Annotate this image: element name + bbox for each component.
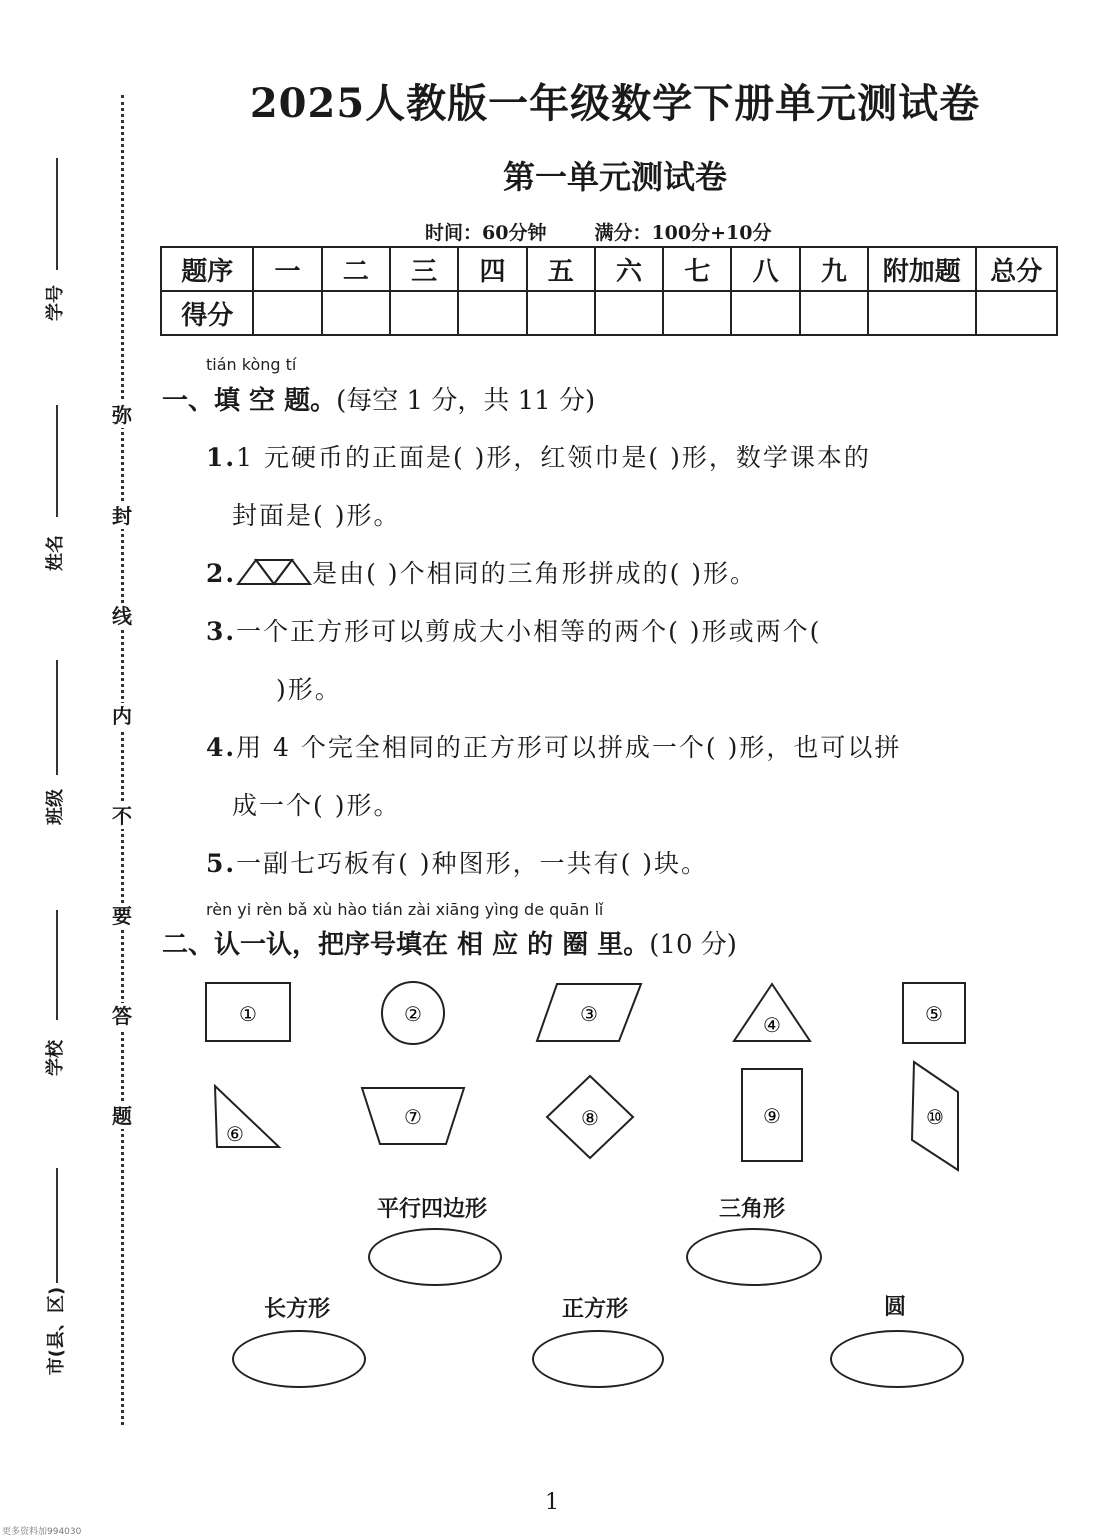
question-2 [206, 554, 757, 590]
section2-pinyin: rèn yi rèn bǎ xù hào tián zài xiāng yìng de quān lǐ [206, 900, 604, 919]
score-header-cell: 总分 [976, 247, 1057, 291]
shape-trapezoid-7 [360, 1086, 466, 1146]
question-3 [206, 612, 821, 648]
name-label: 姓名 [45, 535, 66, 571]
category-label-parallelogram: 平行四边形 [376, 1196, 487, 1222]
shape-triangle-6 [213, 1084, 283, 1150]
score-cell[interactable] [527, 291, 595, 335]
full-score: 满分：100分+10分 [594, 222, 772, 244]
shape-triangle-4 [732, 982, 812, 1044]
section2-heading [162, 924, 737, 961]
answer-oval-circle[interactable] [830, 1330, 964, 1388]
class-label: 班级 [45, 789, 66, 825]
score-table [160, 246, 1058, 336]
triangles-figure-icon [236, 557, 312, 587]
category-label-triangle: 三角形 [718, 1196, 785, 1222]
shape-parallelogram-10 [908, 1060, 962, 1172]
district-label: 市(县、区) [46, 1286, 67, 1376]
shape-rectangle-1 [205, 982, 293, 1044]
category-label-circle: 圆 [883, 1294, 906, 1320]
score-cell[interactable] [731, 291, 799, 335]
school-line[interactable] [56, 910, 62, 1020]
exam-info [425, 218, 819, 245]
shape-circle-2 [380, 980, 446, 1046]
score-header-cell: 一 [253, 247, 321, 291]
question-number: 2. [206, 559, 237, 588]
question-text: 1 元硬币的正面是( )形，红领巾是( )形，数学课本的 [236, 443, 871, 472]
seal-char: 线 [109, 603, 135, 629]
shape-label: ④ [763, 1013, 781, 1037]
shape-label: ⑦ [404, 1105, 422, 1129]
shape-label: ① [239, 1002, 257, 1026]
question-text: 一副七巧板有( )种图形，一共有( )块。 [236, 849, 709, 878]
question-number: 1. [206, 443, 237, 472]
question-text: 用 4 个完全相同的正方形可以拼成一个( )形，也可以拼 [236, 733, 902, 762]
school-label: 学校 [45, 1040, 66, 1076]
question-3-cont: )形。 [276, 675, 342, 704]
seal-char: 题 [109, 1103, 135, 1129]
question-number: 4. [206, 733, 237, 762]
score-cell[interactable] [800, 291, 868, 335]
answer-oval-rectangle[interactable] [232, 1330, 366, 1388]
student-id-label: 学号 [45, 285, 66, 321]
district-line[interactable] [56, 1168, 62, 1283]
seal-dotted-line [121, 95, 124, 1425]
score-header-cell: 附加题 [868, 247, 975, 291]
seal-char: 弥 [109, 402, 135, 428]
answer-oval-triangle[interactable] [686, 1228, 822, 1286]
score-header-cell: 七 [663, 247, 731, 291]
score-header-cell: 九 [800, 247, 868, 291]
question-number: 3. [206, 617, 237, 646]
shape-label: ⑧ [581, 1106, 599, 1130]
section1-title: 一、填 空 题。 [162, 386, 337, 416]
score-header-cell: 四 [458, 247, 526, 291]
score-row-label: 得分 [161, 291, 253, 335]
shape-label: ② [404, 1002, 422, 1026]
answer-oval-parallelogram[interactable] [368, 1228, 502, 1286]
shape-label: ⑨ [763, 1104, 781, 1128]
score-cell[interactable] [458, 291, 526, 335]
score-cell[interactable] [663, 291, 731, 335]
category-label-square: 正方形 [561, 1296, 628, 1322]
seal-char: 内 [109, 703, 135, 729]
score-header-cell: 题序 [161, 247, 253, 291]
question-4-cont: 成一个( )形。 [232, 791, 401, 820]
answer-oval-square[interactable] [532, 1330, 664, 1388]
score-header-cell: 六 [595, 247, 663, 291]
footer-note: 更多资料加994030 [2, 1527, 82, 1537]
score-header-cell: 三 [390, 247, 458, 291]
class-line[interactable] [56, 660, 62, 775]
shape-label: ⑤ [925, 1002, 943, 1026]
score-table-row [161, 291, 1057, 335]
shape-square-5 [902, 982, 968, 1046]
score-cell[interactable] [976, 291, 1057, 335]
category-label-rectangle: 长方形 [263, 1296, 330, 1322]
score-cell[interactable] [868, 291, 975, 335]
shape-label: ③ [580, 1002, 598, 1026]
score-cell[interactable] [322, 291, 390, 335]
section1-note: (每空 1 分，共 11 分) [336, 386, 596, 416]
shape-rectangle-9 [741, 1068, 805, 1164]
page-title: 2025人教版一年级数学下册单元测试卷 [249, 80, 981, 127]
score-header-cell: 五 [527, 247, 595, 291]
page-number: 1 [545, 1490, 559, 1515]
shape-label: ⑩ [926, 1105, 944, 1129]
score-header-cell: 二 [322, 247, 390, 291]
score-header-cell: 八 [731, 247, 799, 291]
section2-note: (10 分) [649, 930, 737, 960]
seal-char: 封 [109, 503, 135, 529]
section1-pinyin: tián kòng tí [206, 355, 297, 374]
question-4 [206, 728, 901, 764]
shape-label: ⑥ [226, 1122, 244, 1146]
page-subtitle: 第一单元测试卷 [502, 158, 727, 196]
question-1 [206, 438, 871, 474]
name-line[interactable] [56, 405, 62, 517]
shape-square-8 [545, 1074, 635, 1160]
question-1-cont: 封面是( )形。 [232, 501, 401, 530]
seal-char: 要 [109, 903, 135, 929]
question-5 [206, 844, 708, 880]
question-text: 是由( )个相同的三角形拼成的( )形。 [312, 559, 758, 588]
section2-title: 二、认一认，把序号填在 相 应 的 圈 里。 [162, 930, 650, 960]
section1-heading [162, 380, 595, 417]
score-cell[interactable] [390, 291, 458, 335]
seal-char: 答 [109, 1003, 135, 1029]
score-cell[interactable] [595, 291, 663, 335]
question-text: 一个正方形可以剪成大小相等的两个( )形或两个( [236, 617, 822, 646]
score-cell[interactable] [253, 291, 321, 335]
time-limit: 时间：60分钟 [425, 222, 547, 244]
question-number: 5. [206, 849, 237, 878]
seal-char: 不 [109, 803, 135, 829]
score-table-header [161, 247, 1057, 291]
shape-parallelogram-3 [535, 982, 643, 1044]
